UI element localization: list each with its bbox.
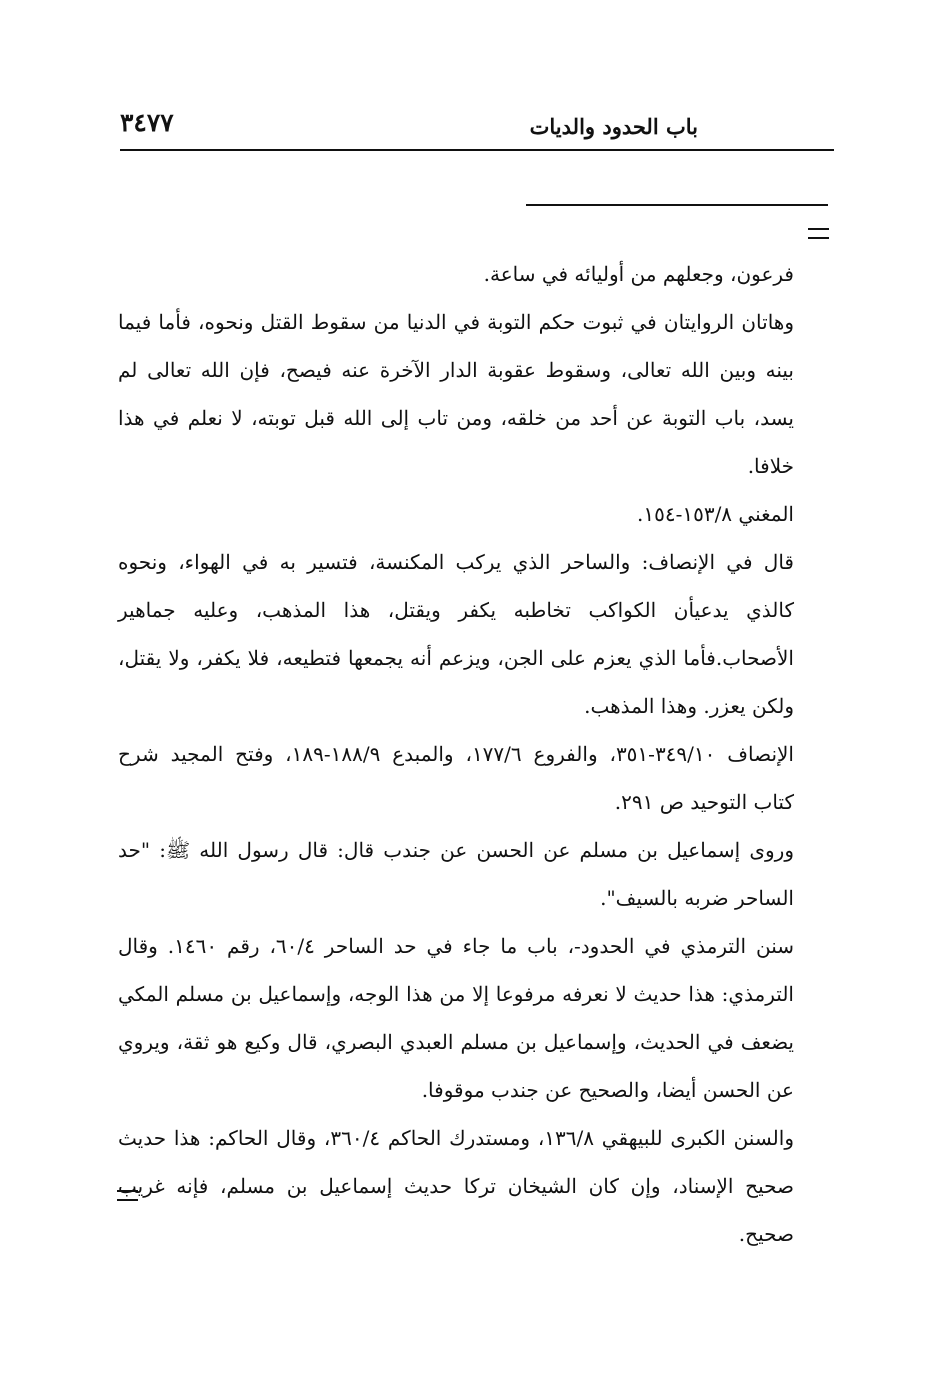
footnote-divider — [526, 204, 828, 206]
paragraph-tawba: وهاتان الروايتان في ثبوت حكم التوبة في الدنيا من سقوط القتل ونحوه، فأما فيما بينه وبين الله تعالى، وسقوط عقوبة الدار الآخرة عنه فيصح، فإن الله تعالى لم يسد، باب التوبة عن أحد من خلقه، ومن تاب إلى الله قبل توبته، لا نعلم في هذا خلافا. — [118, 310, 794, 478]
page-header — [120, 108, 833, 148]
paragraph-bayhaqi: والسنن الكبرى للبيهقي ١٣٦/٨، ومستدرك الحاكم ٣٦٠/٤، وقال الحاكم: هذا حديث صحيح الإسناد، وإن كان الشيخان تركا حديث إسماعيل بن مسلم، فإنه غريب صحيح. — [118, 1126, 794, 1246]
continuation-mark-bottom — [117, 1190, 138, 1201]
paragraph-insaf: قال في الإنصاف: والساحر الذي يركب المكنسة، فتسير به في الهواء، ونحوه كالذي يدعيأن الكواكب تخاطبه يكفر ويقتل، هذا المذهب، وعليه جماهير الأصحاب.فأما الذي يعزم على الجن، ويزعم أنه يجمعها فتطيعه، فلا يكفر، ولا يقتل، ولكن يعزر. وهذا المذهب. — [118, 550, 794, 718]
paragraph-mughni-ref: المغني ١٥٣/٨-١٥٤. — [636, 502, 794, 526]
paragraph-fir-awn: فرعون، وجعلهم من أوليائه في ساعة. — [483, 262, 794, 286]
continuation-mark-top — [808, 228, 829, 239]
paragraph-tirmidhi: سنن الترمذي في الحدود-، باب ما جاء في حد الساحر ٦٠/٤، رقم ١٤٦٠. وقال الترمذي: هذا حديث لا نعرفه مرفوعا إلا من هذا الوجه، وإسماعيل بن مسلم المكي يضعف في الحديث، وإسماعيل بن مسلم العبدي البصري، قال وكيع هو ثقة، ويروي عن الحسن أيضا، والصحيح عن جندب موقوفا. — [118, 934, 794, 1102]
page-number: ٣٤٧٧ — [120, 108, 174, 137]
chapter-title: باب الحدود والديات — [529, 114, 698, 139]
header-divider — [120, 149, 834, 151]
paragraph-hadith: وروى إسماعيل بن مسلم عن الحسن عن جندب قال: قال رسول الله ﷺ: "حد الساحر ضربه بالسيف". — [118, 838, 794, 910]
footnote-content — [118, 250, 794, 1258]
paragraph-insaf-ref: الإنصاف ٣٤٩/١٠-٣٥١، والفروع ١٧٧/٦، والمبدع ١٨٨/٩-١٨٩، وفتح المجيد شرح كتاب التوحيد ص ٢٩١. — [118, 742, 794, 814]
